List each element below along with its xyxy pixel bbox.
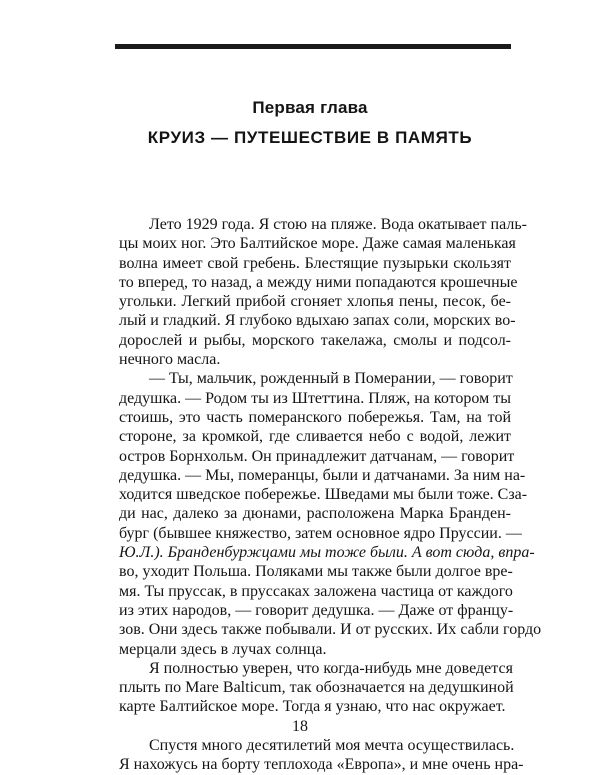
- text-line: зов. Они здесь также побывали. И от русских. Их сабли гордо: [119, 621, 542, 639]
- text-line: дедушка. — Мы, померанцы, были и датчанами. За ним на-: [119, 466, 526, 484]
- text-line: бург (бывшее княжество, затем основное ядро Пруссии. —: [119, 524, 522, 542]
- chapter-title: КРУИЗ — ПУТЕШЕСТВИЕ В ПАМЯТЬ: [147, 128, 473, 147]
- top-rule: [115, 44, 511, 49]
- text-line: остров Борнхольм. Он принадлежит датчанам, — говорит: [119, 447, 515, 465]
- text-line: — Ты, мальчик, рожденный в Померании, — говорит: [149, 370, 513, 388]
- text-line: из этих народов, — говорит дедушка. — Даже от францу-: [119, 601, 514, 619]
- text-line: ди нас, далеко за дюнами, расположена Марка Бранден-: [119, 505, 511, 523]
- text-line: Я полностью уверен, что когда-нибудь мне доведется: [149, 659, 513, 677]
- text-line: ходится шведское побережье. Шведами мы были тоже. Сза-: [119, 486, 528, 504]
- text-line: плыть по Mare Balticum, так обозначается на дедушкиной: [119, 679, 514, 697]
- text-line: лый и гладкий. Я глубоко вдыхаю запах соли, морских во-: [119, 312, 516, 330]
- text-line: во, уходит Польша. Поляками мы также были долгое вре-: [119, 563, 513, 581]
- text-line: мя. Ты пруссак, в пруссаках заложена частица от каждого: [119, 582, 513, 600]
- text-line: Спустя много десятилетий моя мечта осуществилась.: [149, 737, 515, 755]
- text-line: мерцали здесь в лучах солнца.: [119, 640, 327, 658]
- body-text: [119, 215, 542, 775]
- text-line: Ю.Л.). Бранденбуржцами мы тоже были. А вот сюда, впра-: [119, 544, 535, 562]
- text-line: стороне, за кромкой, где сливается небо с водой, лежит: [119, 428, 511, 446]
- text-line: дедушка. — Родом ты из Штеттина. Пляж, на котором ты: [119, 389, 511, 407]
- text-line: цы моих ног. Это Балтийское море. Даже самая маленькая: [119, 235, 516, 253]
- text-line: то вперед, то назад, а между ними попадаются крошечные: [119, 273, 518, 291]
- text-line: Я нахожусь на борту теплохода «Европа», и мне очень нра-: [119, 756, 524, 774]
- text-line: дорослей и рыбы, морского такелажа, смолы и подсол-: [119, 331, 511, 349]
- page-number: 18: [292, 718, 308, 735]
- text-line: угольки. Легкий прибой сгоняет хлопья пены, песок, бе-: [119, 293, 511, 311]
- text-line: волна имеет свой гребень. Блестящие пузырьки скользят: [119, 254, 511, 272]
- chapter-label: Первая глава: [252, 98, 368, 117]
- text-line: карте Балтийское море. Тогда я узнаю, что нас окружает.: [119, 698, 506, 716]
- text-line: стоишь, это часть померанского побережья. Там, на той: [119, 408, 511, 426]
- text-line: нечного масла.: [119, 351, 221, 369]
- text-line: Лето 1929 года. Я стою на пляже. Вода окатывает паль-: [149, 216, 527, 233]
